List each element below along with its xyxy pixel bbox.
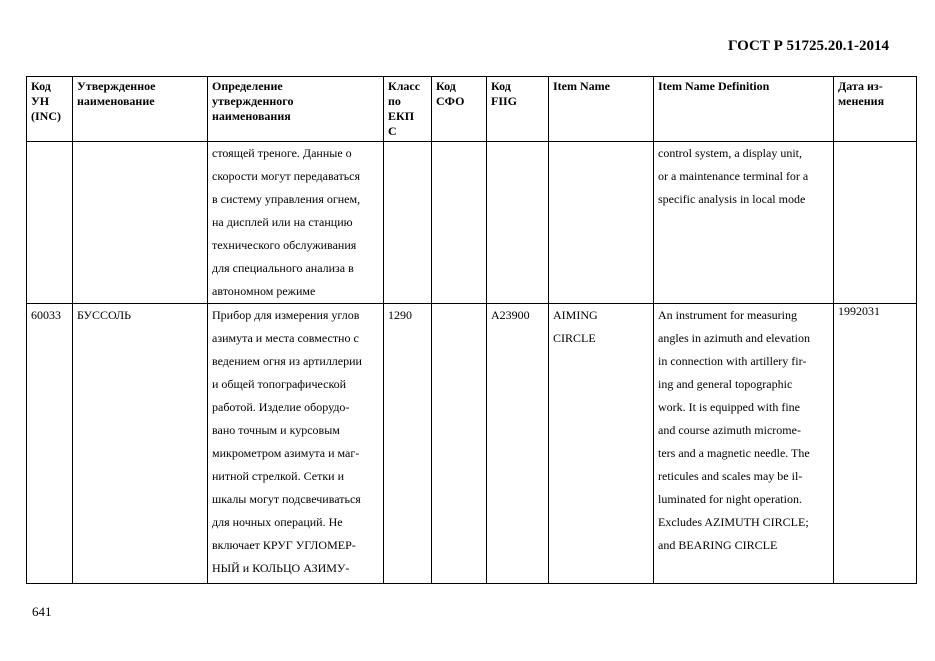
cell-fiig — [487, 142, 549, 304]
cell-text-line: Прибор для измерения углов — [212, 308, 360, 322]
cell-text-line: технического обслуживания — [212, 238, 357, 252]
cell-item-name-definition — [654, 142, 834, 304]
cell-text-line: шкалы могут подсвечиваться — [212, 492, 361, 506]
cell-text-line: нитной стрелкой. Сетки и — [212, 469, 344, 483]
cell-text-line: reticules and scales may be il- — [658, 469, 803, 483]
cell-item-name — [549, 304, 654, 584]
cell-text-line: control system, a display unit, — [658, 146, 802, 160]
column-header-line: УН — [31, 94, 50, 108]
table-row — [27, 142, 917, 304]
cell-inc: 60033 — [27, 304, 73, 584]
column-header-line: Код — [31, 79, 51, 93]
cell-text-line: and course azimuth microme- — [658, 423, 801, 437]
column-header-line: наименования — [212, 109, 291, 123]
cell-change-date: 1992031 — [834, 304, 917, 584]
cell-text-line: работой. Изделие оборудо- — [212, 400, 350, 414]
column-header-line: Код — [491, 79, 511, 93]
document-title: ГОСТ Р 51725.20.1-2014 — [727, 38, 889, 54]
cell-text-line: CIRCLE — [553, 331, 596, 345]
cell-text-line: микрометром азимута и маг- — [212, 446, 360, 460]
column-header-line: СФО — [436, 94, 465, 108]
column-header-line: по — [388, 94, 401, 108]
cell-item-name — [549, 142, 654, 304]
column-header-inc — [27, 77, 73, 142]
cell-text-line: AIMING — [553, 308, 598, 322]
cell-text-line: для специального анализа в — [212, 261, 354, 275]
cell-class: 1290 — [384, 304, 432, 584]
column-header-fiig — [487, 77, 549, 142]
cell-text-line: и общей топографической — [212, 377, 347, 391]
cell-item-name-definition — [654, 304, 834, 584]
cell-text-line: автономном режиме — [212, 284, 316, 298]
cell-text-line: ведением огня из артиллерии — [212, 354, 362, 368]
cell-text-line: ters and a magnetic needle. The — [658, 446, 810, 460]
cell-text-line: НЫЙ и КОЛЬЦО АЗИМУ- — [212, 561, 350, 575]
column-header-line: наименование — [77, 94, 155, 108]
cell-inc — [27, 142, 73, 304]
column-header-line: Класс — [388, 79, 421, 93]
cell-text-line: в систему управления огнем, — [212, 192, 361, 206]
cell-text-line: вано точным и курсовым — [212, 423, 340, 437]
column-header-item-name — [549, 77, 654, 142]
column-header-line: С — [388, 124, 397, 138]
column-header-line: Код — [436, 79, 456, 93]
column-header-approved-name — [73, 77, 208, 142]
cell-text-line: на дисплей или на станцию — [212, 215, 353, 229]
cell-text-line: in connection with artillery fir- — [658, 354, 807, 368]
cell-text-line: An instrument for measuring — [658, 308, 797, 322]
table-header-row — [27, 77, 917, 142]
cell-text-line: specific analysis in local mode — [658, 192, 806, 206]
cell-definition — [208, 304, 384, 584]
cell-definition — [208, 142, 384, 304]
column-header-class — [384, 77, 432, 142]
cell-change-date — [834, 142, 917, 304]
cell-text-line: Excludes AZIMUTH CIRCLE; — [658, 515, 809, 529]
cell-approved-name: БУССОЛЬ — [73, 304, 208, 584]
catalog-table — [26, 76, 917, 584]
column-header-line: Item Name — [553, 79, 610, 93]
cell-text-line: стоящей треноге. Данные о — [212, 146, 352, 160]
cell-approved-name — [73, 142, 208, 304]
column-header-line: Определение — [212, 79, 283, 93]
column-header-definition — [208, 77, 384, 142]
column-header-line: Дата из- — [838, 79, 883, 93]
cell-sfo — [432, 304, 487, 584]
cell-text-line: or a maintenance terminal for a — [658, 169, 809, 183]
cell-text-line: скорости могут передаваться — [212, 169, 361, 183]
cell-text-line: ing and general topographic — [658, 377, 793, 391]
cell-text-line: для ночных операций. Не — [212, 515, 343, 529]
column-header-line: (INC) — [31, 109, 61, 123]
cell-text-line: включает КРУГ УГЛОМЕР- — [212, 538, 356, 552]
column-header-line: ЕКП — [388, 109, 415, 123]
cell-text-line: angles in azimuth and elevation — [658, 331, 810, 345]
page-number: 641 — [32, 604, 52, 619]
column-header-sfo — [432, 77, 487, 142]
table-row — [27, 304, 917, 584]
cell-text-line: азимута и места совместно с — [212, 331, 359, 345]
column-header-line: менения — [838, 94, 885, 108]
column-header-line: Item Name Definition — [658, 79, 770, 93]
column-header-line: Утвержденное — [77, 79, 156, 93]
column-header-line: FIIG — [491, 94, 518, 108]
cell-text-line: luminated for night operation. — [658, 492, 802, 506]
cell-class — [384, 142, 432, 304]
cell-text-line: and BEARING CIRCLE — [658, 538, 778, 552]
cell-fiig: A23900 — [487, 304, 549, 584]
column-header-item-name-definition — [654, 77, 834, 142]
column-header-line: утвержденного — [212, 94, 294, 108]
column-header-change-date — [834, 77, 917, 142]
cell-text-line: work. It is equipped with fine — [658, 400, 800, 414]
cell-sfo — [432, 142, 487, 304]
